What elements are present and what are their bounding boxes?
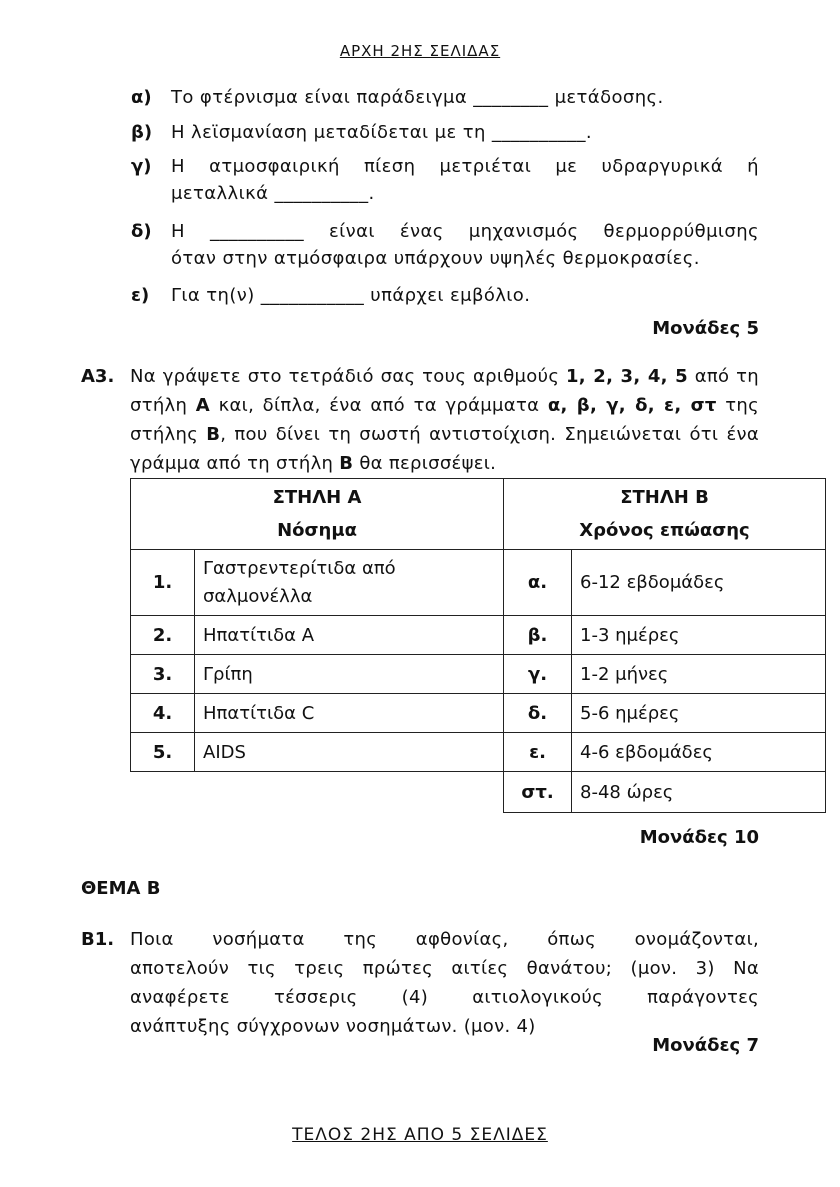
table-row [131, 655, 826, 694]
a3-points: Μονάδες 10 [639, 827, 759, 848]
a2-item-e [131, 282, 759, 309]
period-letter: ε. [504, 733, 572, 772]
page-header: ΑΡΧΗ 2ΗΣ ΣΕΛΙΔΑΣ [339, 42, 501, 60]
b1-points: Μονάδες 7 [652, 1035, 759, 1056]
a2-item-c [131, 153, 759, 207]
disease-number: 3. [131, 655, 195, 694]
table-header-row [131, 479, 826, 550]
question-a3 [81, 362, 759, 478]
disease-name: Ηπατίτιδα Α [195, 616, 504, 655]
disease-number: 1. [131, 550, 195, 616]
a2-item-b [131, 119, 759, 146]
a2-points: Μονάδες 5 [652, 318, 759, 339]
question-number: Β1. [81, 929, 115, 950]
disease-number: 5. [131, 733, 195, 772]
question-line3: αναφέρετε τέσσερις (4) αιτιολογικούς παράγοντες [130, 987, 759, 1008]
incubation-period: 5-6 ημέρες [572, 694, 826, 733]
disease-number: 2. [131, 616, 195, 655]
table-row [131, 694, 826, 733]
item-text-line1: Η __________ είναι ένας μηχανισμός θερμορρύθμισης [171, 221, 759, 242]
table-row [131, 733, 826, 772]
disease-number: 4. [131, 694, 195, 733]
period-letter: γ. [504, 655, 572, 694]
item-label: δ) [131, 221, 152, 242]
item-text: Για τη(ν) ___________ υπάρχει εμβόλιο. [171, 285, 531, 306]
item-label: ε) [131, 285, 150, 306]
period-letter: β. [504, 616, 572, 655]
item-label: α) [131, 87, 152, 108]
item-label: β) [131, 122, 153, 143]
question-line1: Ποια νοσήματα της αφθονίας, όπως ονομάζονται, [130, 929, 759, 950]
matching-table [130, 478, 826, 813]
disease-name: Ηπατίτιδα C [195, 694, 504, 733]
period-letter: δ. [504, 694, 572, 733]
period-letter: στ. [504, 772, 572, 813]
incubation-period: 4-6 εβδομάδες [572, 733, 826, 772]
item-label: γ) [131, 156, 152, 177]
item-text-line1: Η ατμοσφαιρική πίεση μετριέται με υδραργυρικά ή [171, 156, 759, 177]
period-letter: α. [504, 550, 572, 616]
empty-cell [131, 772, 504, 813]
question-number: Α3. [81, 366, 115, 387]
table-row [131, 616, 826, 655]
section-title: ΘΕΜΑ Β [81, 878, 161, 899]
disease-name: Γρίπη [195, 655, 504, 694]
table-row-extra [131, 772, 826, 813]
a2-item-d [131, 218, 759, 272]
a2-item-a [131, 84, 759, 111]
table-row [131, 550, 826, 616]
incubation-period: 6-12 εβδομάδες [572, 550, 826, 616]
incubation-period: 8-48 ώρες [572, 772, 826, 813]
incubation-period: 1-2 μήνες [572, 655, 826, 694]
disease-name: AIDS [195, 733, 504, 772]
item-text: Η λεϊσμανίαση μεταδίδεται με τη __________. [171, 122, 593, 143]
item-text-line2: μεταλλικά __________. [171, 183, 375, 204]
question-line2: αποτελούν τις τρεις πρώτες αιτίες θανάτου; (μον. 3) Να [130, 958, 759, 979]
question-line4: ανάπτυξης σύγχρονων νοσημάτων. (μον. 4) [130, 1016, 536, 1037]
item-text: Το φτέρνισμα είναι παράδειγμα ________ μετάδοσης. [171, 87, 664, 108]
column-b-header: ΣΤΗΛΗ Β Χρόνος επώασης [504, 479, 826, 550]
page-footer: ΤΕΛΟΣ 2ΗΣ ΑΠΟ 5 ΣΕΛΙΔΕΣ [292, 1125, 548, 1145]
question-b1 [81, 925, 759, 1041]
column-a-header: ΣΤΗΛΗ Α Νόσημα [131, 479, 504, 550]
question-text: Να γράψετε στο τετράδιό σας τους αριθμούς 1, 2, 3, 4, 5 από τη στήλη Α και, δίπλα, ένα από τα γράμματα α, β, γ, δ, ε, στ της στήλης Β, που δίνει τη σωστή αντιστοίχιση. Σημειώνεται ότι ένα γράμμα από τη στήλη Β θα περισσέψει. [130, 366, 759, 474]
disease-name: Γαστρεντερίτιδα από σαλμονέλλα [195, 550, 504, 616]
item-text-line2: όταν στην ατμόσφαιρα υπάρχουν υψηλές θερμοκρασίες. [171, 248, 700, 269]
incubation-period: 1-3 ημέρες [572, 616, 826, 655]
